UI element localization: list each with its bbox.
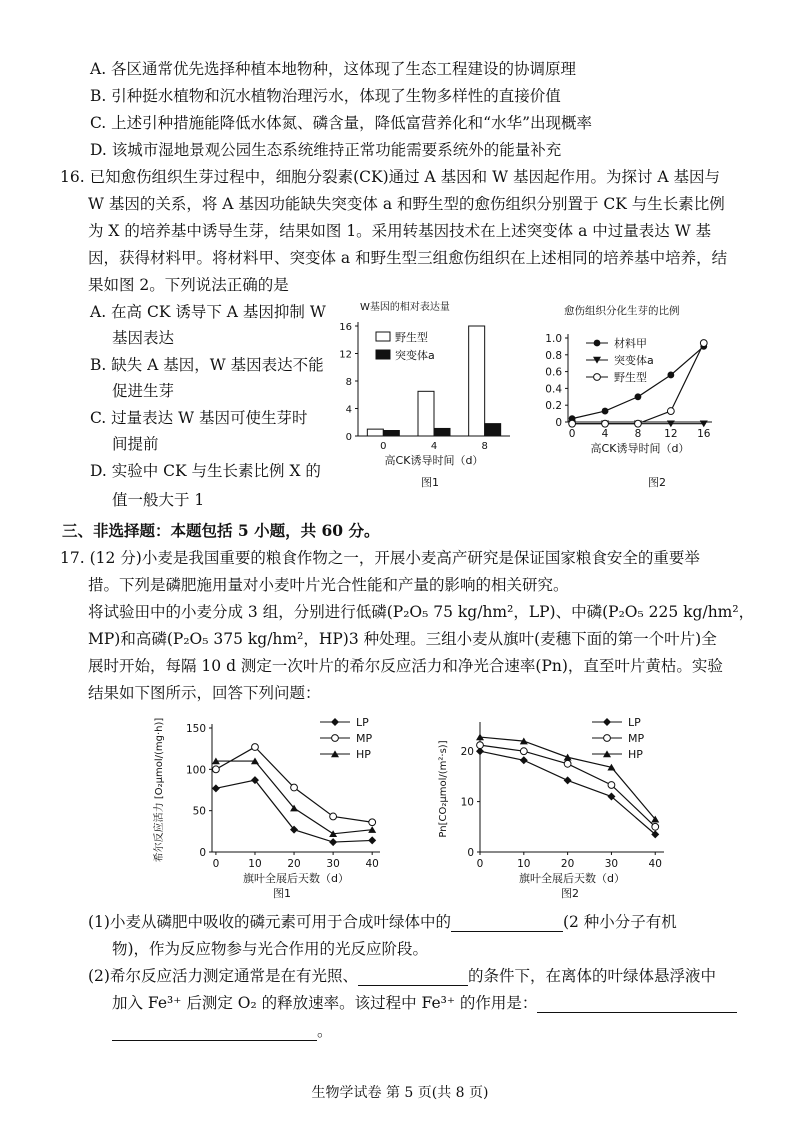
q17-figure-1-caption: 图1 xyxy=(273,887,291,900)
x-tick-label: 8 xyxy=(634,428,642,440)
y-tick-label: 16 xyxy=(339,322,352,333)
y-tick-label: 100 xyxy=(185,764,206,777)
point-MP-40 xyxy=(369,819,376,826)
legend-label-LP: LP xyxy=(356,716,369,729)
q17-sub1-text-b: (2 种小分子有机 xyxy=(562,913,677,931)
legend-label-LP: LP xyxy=(628,716,641,729)
q17-figure-2-caption: 图2 xyxy=(561,887,579,900)
y-tick-label: 0.4 xyxy=(545,383,562,396)
legend-swatch-野生型 xyxy=(376,332,390,341)
q17-para-line-2: MP)和高磷(P₂O₅ 375 kg/hm²，HP)3 种处理。三组小麦从旗叶(麦穗下面的第一个叶片)全 xyxy=(88,630,717,648)
q17-figure-2 xyxy=(432,712,732,890)
q16-stem-line-5: 果如图 2。下列说法正确的是 xyxy=(88,276,289,294)
legend-label-野生型: 野生型 xyxy=(395,331,428,344)
y-tick-label: 10 xyxy=(460,796,474,809)
q16-stem-line-2: W 基因的关系，将 A 基因功能缺失突变体 a 和野生型的愈伤组织分别置于 CK 与生长素比例 xyxy=(88,195,725,213)
q17-para-line-3: 展时开始，每隔 10 d 测定一次叶片的希尔反应活力和净光合速率(Pn)，直至叶片黄枯。实验 xyxy=(88,657,723,675)
point-MP-40 xyxy=(652,823,659,830)
q15-option-a: A. 各区通常优先选择种植本地物种，这体现了生态工程建设的协调原理 xyxy=(90,60,577,78)
x-tick-label: 30 xyxy=(604,858,619,870)
q17-para-line-1: 将试验田中的小麦分成 3 组，分别进行低磷(P₂O₅ 75 kg/hm²，LP)、中磷(P₂O₅ 225 kg/hm²， xyxy=(88,603,755,621)
q17-sub2-text-c: 加入 Fe³⁺ 后测定 O₂ 的释放速率。该过程中 Fe³⁺ 的作用是： xyxy=(112,994,538,1012)
y-tick-label: 1.0 xyxy=(545,333,562,345)
y-tick-label: 0 xyxy=(345,432,352,443)
x-axis-label: 旗叶全展后天数（d） xyxy=(519,872,625,885)
y-tick-label: 0 xyxy=(199,847,206,859)
point-MP-30 xyxy=(330,813,337,820)
y-tick-label: 150 xyxy=(185,723,206,735)
q16-option-d-cont: 值一般大于 1 xyxy=(112,491,205,509)
x-tick-label: 16 xyxy=(697,428,711,440)
q17-intro-line-2: 措。下列是磷肥施用量对小麦叶片光合性能和产量的影响的相关研究。 xyxy=(88,576,569,594)
q17-sub1-line-1 xyxy=(88,912,677,932)
point-野生型-8 xyxy=(635,420,642,427)
point-LP-10 xyxy=(520,756,528,764)
y-axis-label: Pn[CO₂μmol/(m²·s)] xyxy=(438,740,449,838)
legend-label-突变体a: 突变体a xyxy=(614,354,654,367)
y-tick-label: 8 xyxy=(345,377,352,388)
y-tick-label: 12 xyxy=(339,349,352,361)
x-tick-label: 4 xyxy=(601,428,609,440)
chart-title: 愈伤组织分化生芽的比例 xyxy=(564,305,680,317)
q16-figure-1-caption: 图1 xyxy=(421,476,439,489)
x-tick-label: 8 xyxy=(481,441,488,452)
q16-figure-2-caption: 图2 xyxy=(648,476,666,489)
q16-option-c-cont: 间提前 xyxy=(112,435,159,453)
y-tick-label: 0 xyxy=(555,417,562,429)
point-LP-40 xyxy=(368,836,376,844)
y-tick-label: 0.8 xyxy=(545,349,562,362)
q17-sub2-text-a: (2)希尔反应活力测定通常是在有光照、 xyxy=(88,967,358,985)
point-MP-20 xyxy=(564,760,571,767)
q16-option-a-cont: 基因表达 xyxy=(112,329,175,347)
q17-sub1-line-2: 物)，作为反应物参与光合作用的光反应阶段。 xyxy=(112,940,429,958)
x-tick-label: 0 xyxy=(380,441,387,452)
x-tick-label: 20 xyxy=(287,858,301,870)
point-MP-10 xyxy=(252,744,259,751)
q17-sub2-line-1 xyxy=(88,966,716,986)
legend-marker-野生型 xyxy=(594,374,601,381)
q16-option-b: B. 缺失 A 基因，W 基因表达不能 xyxy=(90,356,324,374)
y-tick-label: 4 xyxy=(345,404,352,416)
q17-sub2-text-d: 。 xyxy=(317,1022,333,1040)
q17-sub2-line-2 xyxy=(112,993,737,1013)
legend-label-MP: MP xyxy=(628,732,645,745)
legend-label-突变体a: 突变体a xyxy=(395,349,435,362)
legend-marker-材料甲 xyxy=(594,340,601,347)
point-野生型-0 xyxy=(569,420,576,427)
x-axis-label: 高CK诱导时间（d） xyxy=(590,442,690,455)
chart-title: W基因的相对表达量 xyxy=(360,302,450,313)
q17-sub2-line-3 xyxy=(112,1021,333,1041)
point-野生型-4 xyxy=(602,420,609,427)
x-tick-label: 20 xyxy=(560,858,575,870)
point-材料甲-4 xyxy=(602,408,609,415)
q15-option-c: C. 上述引种措施能降低水体氮、磷含量，降低富营养化和“水华”出现概率 xyxy=(90,114,593,132)
q17-sub2-answer-blank-2-cont[interactable] xyxy=(112,1024,317,1041)
point-LP-30 xyxy=(329,838,337,846)
x-axis-label: 高CK诱导时间（d） xyxy=(384,454,484,467)
bar-野生型-8 xyxy=(469,326,485,436)
x-tick-label: 12 xyxy=(664,428,678,440)
x-tick-label: 10 xyxy=(517,858,531,870)
page-footer: 生物学试卷 第 5 页(共 8 页) xyxy=(311,1085,489,1101)
x-tick-label: 40 xyxy=(365,858,379,870)
legend-swatch-突变体a xyxy=(376,350,390,359)
x-tick-label: 0 xyxy=(212,858,220,870)
point-MP-0 xyxy=(477,742,484,749)
legend-marker-LP xyxy=(603,718,611,726)
series-line-HP xyxy=(216,761,372,834)
point-MP-30 xyxy=(608,782,615,789)
point-LP-20 xyxy=(564,776,572,784)
q17-sub1-text-a: (1)小麦从磷肥中吸收的磷元素可用于合成叶绿体中的 xyxy=(88,913,451,931)
point-材料甲-12 xyxy=(667,372,674,379)
x-axis-label: 旗叶全展后天数（d） xyxy=(243,872,349,885)
y-tick-label: 20 xyxy=(460,746,474,759)
q17-sub2-answer-blank-1[interactable] xyxy=(358,969,468,986)
bar-突变体a-8 xyxy=(485,424,501,436)
point-HP-20 xyxy=(564,754,572,761)
legend-label-材料甲: 材料甲 xyxy=(614,337,647,350)
bar-野生型-4 xyxy=(418,391,434,436)
point-LP-0 xyxy=(212,784,220,792)
q16-option-c: C. 过量表达 W 基因可使生芽时 xyxy=(90,409,308,427)
point-材料甲-8 xyxy=(635,393,642,400)
q17-sub1-answer-blank[interactable] xyxy=(451,915,563,932)
q16-option-d: D. 实验中 CK 与生长素比例 X 的 xyxy=(90,462,321,480)
point-野生型-16 xyxy=(700,340,707,347)
q16-stem-line-3: 为 X 的培养基中诱导生芽，结果如图 1。采用转基因技术在上述突变体 a 中过量表达 W 基 xyxy=(88,222,712,240)
bar-突变体a-0 xyxy=(383,431,399,437)
legend-label-HP: HP xyxy=(356,748,371,761)
legend-marker-MP xyxy=(332,735,339,742)
x-tick-label: 40 xyxy=(648,858,662,870)
q16-option-b-cont: 促进生芽 xyxy=(112,382,175,400)
q16-stem-line-1: 16. 已知愈伤组织生芽过程中，细胞分裂素(CK)通过 A 基因和 W 基因起作用。为探讨 A 基因与 xyxy=(60,168,720,186)
x-tick-label: 0 xyxy=(476,858,484,870)
y-tick-label: 0.6 xyxy=(545,366,562,379)
bar-突变体a-4 xyxy=(434,428,450,436)
point-MP-10 xyxy=(520,748,527,755)
legend-label-HP: HP xyxy=(628,748,643,761)
y-tick-label: 50 xyxy=(192,805,206,818)
section-3-heading: 三、非选择题：本题包括 5 小题，共 60 分。 xyxy=(62,521,380,540)
q17-intro-line-1: 17. (12 分)小麦是我国重要的粮食作物之一，开展小麦高产研究是保证国家粮食安全的重要举 xyxy=(60,549,700,567)
point-MP-20 xyxy=(291,784,298,791)
q17-figure-1 xyxy=(150,712,440,890)
q16-figure-2 xyxy=(530,296,730,496)
q16-figure-1 xyxy=(330,296,520,496)
legend-label-MP: MP xyxy=(356,732,373,745)
x-tick-label: 10 xyxy=(248,858,262,870)
q15-option-d: D. 该城市湿地景观公园生态系统维持正常功能需要系统外的能量补充 xyxy=(90,141,562,159)
x-tick-label: 30 xyxy=(326,858,340,870)
legend-label-野生型: 野生型 xyxy=(614,371,647,384)
q15-option-b: B. 引种挺水植物和沉水植物治理污水，体现了生物多样性的直接价值 xyxy=(90,87,561,105)
q17-sub2-text-b: 的条件下，在离体的叶绿体悬浮液中 xyxy=(467,967,716,985)
q16-stem-line-4: 因，获得材料甲。将材料甲、突变体 a 和野生型三组愈伤组织在上述相同的培养基中培养，结 xyxy=(88,249,728,267)
q17-sub2-answer-blank-2[interactable] xyxy=(537,996,737,1013)
bar-野生型-0 xyxy=(367,429,383,436)
point-野生型-12 xyxy=(667,408,674,415)
y-axis-label: 希尔反应活力 [O₂μmol/(mg·h)] xyxy=(154,717,165,863)
x-tick-label: 4 xyxy=(430,441,438,452)
y-tick-label: 0 xyxy=(467,847,474,859)
q16-option-a: A. 在高 CK 诱导下 A 基因抑制 W xyxy=(90,303,326,321)
point-MP-0 xyxy=(213,766,220,773)
legend-marker-LP xyxy=(331,718,339,726)
x-tick-label: 0 xyxy=(568,428,576,440)
q17-para-line-4: 结果如下图所示，回答下列问题： xyxy=(88,684,321,702)
y-tick-label: 0.2 xyxy=(545,400,562,413)
legend-marker-MP xyxy=(604,735,611,742)
